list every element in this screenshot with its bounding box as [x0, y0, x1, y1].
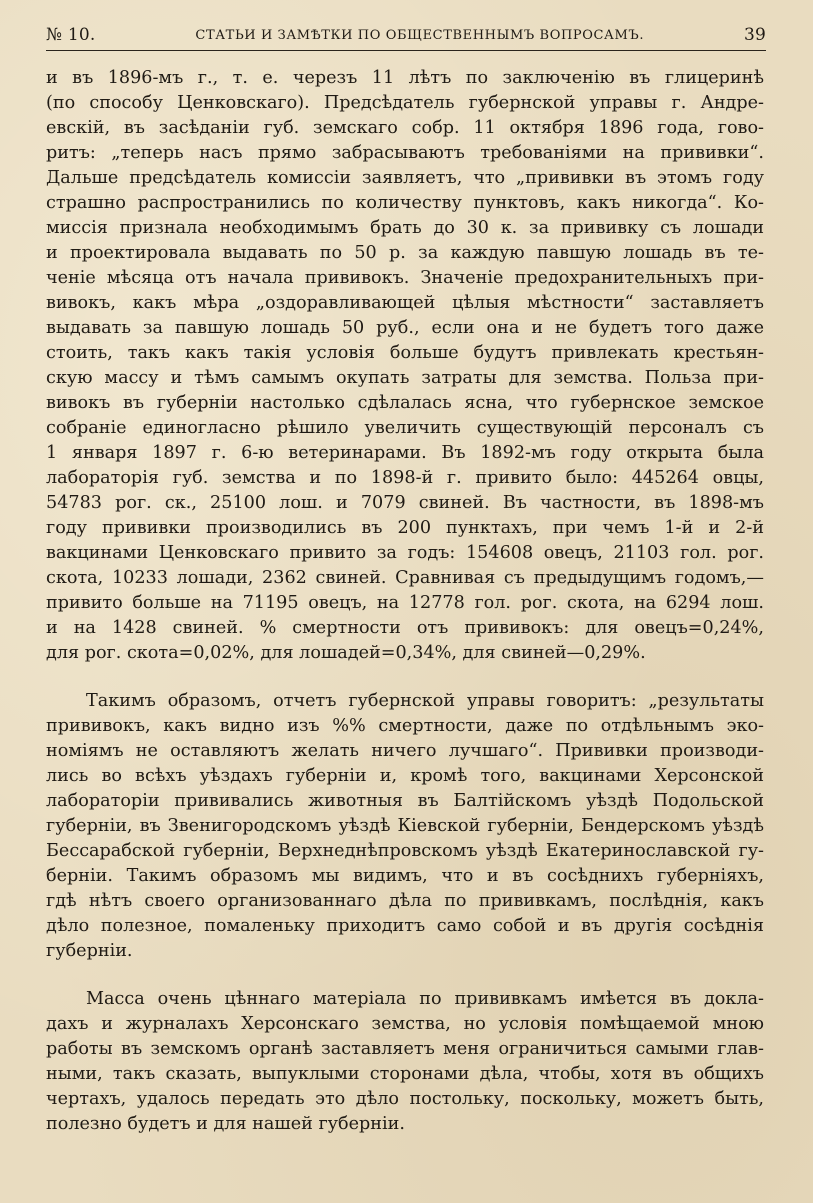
issue-number: № 10. — [46, 25, 96, 45]
text-line: гдѣ нѣтъ своего организованнаго дѣла по прививкамъ, послѣднія, какъ — [46, 891, 764, 911]
text-line: чертахъ, удалось передать это дѣло постольку, поскольку, можетъ быть, — [46, 1089, 764, 1109]
text-line: губерніи, въ Звенигородскомъ уѣздѣ Кіевской губерніи, Бендерскомъ уѣздѣ — [46, 816, 764, 836]
text-line: губерніи. — [46, 941, 133, 961]
text-line: выдавать за павшую лошадь 50 руб., если она и не будетъ того даже — [46, 318, 764, 338]
text-line: страшно распространились по количеству пунктовъ, какъ никогда“. Ко- — [46, 193, 764, 213]
text-line: скую массу и тѣмъ самымъ окупать затраты для земства. Польза при- — [46, 368, 764, 388]
text-line: ченіе мѣсяца отъ начала прививокъ. Значеніе предохранительныхъ при- — [46, 268, 764, 288]
text-line: Бессарабской губерніи, Верхнеднѣпровскомъ уѣздѣ Екатеринославской гу- — [46, 841, 764, 861]
text-line: вивокъ, какъ мѣра „оздоравливающей цѣлыя мѣстности“ заставляетъ — [46, 293, 764, 313]
section-title: СТАТЬИ И ЗАМѢТКИ ПО ОБЩЕСТВЕННЫМЪ ВОПРОСАМЪ. — [195, 27, 645, 43]
text-line: (по способу Ценковскаго). Предсѣдатель губернской управы г. Андре- — [46, 93, 764, 113]
text-line: и въ 1896-мъ г., т. е. черезъ 11 лѣтъ по заключенію въ глицеринѣ — [46, 68, 764, 88]
text-line: лись во всѣхъ уѣздахъ губерніи и, кромѣ того, вакцинами Херсонской — [46, 766, 764, 786]
text-line: вакцинами Ценковскаго привито за годъ: 154608 овецъ, 21103 гол. рог. — [46, 543, 764, 563]
text-line: номіямъ не оставляютъ желать ничего лучшаго“. Прививки производи- — [46, 741, 764, 761]
text-line: прививокъ, какъ видно изъ %% смертности, даже по отдѣльнымъ эко- — [46, 716, 764, 736]
body-text — [46, 66, 764, 1137]
text-line: дѣло полезное, помаленьку приходитъ само собой и въ другія сосѣднія — [46, 916, 764, 936]
text-line: лабораторіи прививались животныя въ Балтійскомъ уѣздѣ Подольской — [46, 791, 764, 811]
paragraph — [46, 66, 764, 666]
page-number: 39 — [743, 25, 766, 45]
text-line: евскій, въ засѣданіи губ. земскаго собр. 11 октября 1896 года, гово- — [46, 118, 764, 138]
text-line: берніи. Такимъ образомъ мы видимъ, что и въ сосѣднихъ губерніяхъ, — [46, 866, 764, 886]
header-rule — [46, 50, 766, 51]
paragraph — [46, 689, 764, 964]
text-line: для рог. скота=0,02%, для лошадей=0,34%, для свиней—0,29%. — [46, 643, 646, 663]
text-line: дахъ и журналахъ Херсонскаго земства, но условія помѣщаемой мною — [46, 1014, 764, 1034]
text-line: и проектировала выдавать по 50 р. за каждую павшую лошадь въ те- — [46, 243, 764, 263]
text-line: году прививки производились въ 200 пунктахъ, при чемъ 1-й и 2-й — [46, 518, 764, 538]
text-line: 1 января 1897 г. 6-ю ветеринарами. Въ 1892-мъ году открыта была — [46, 443, 764, 463]
text-line: стоить, такъ какъ такія условія больше будутъ привлекать крестьян- — [46, 343, 764, 363]
text-line: Масса очень цѣннаго матеріала по прививкамъ имѣется въ докла- — [86, 989, 764, 1009]
text-line: и на 1428 свиней. % смертности отъ прививокъ: для овецъ=0,24%, — [46, 618, 764, 638]
paragraph — [46, 987, 764, 1137]
paragraph-gap — [46, 666, 764, 689]
text-line: скота, 10233 лошади, 2362 свиней. Сравнивая съ предыдущимъ годомъ,— — [46, 568, 764, 588]
text-line: Дальше предсѣдатель комиссіи заявляетъ, что „прививки въ этомъ году — [46, 168, 764, 188]
text-line: работы въ земскомъ органѣ заставляетъ меня ограничиться самыми глав- — [46, 1039, 764, 1059]
text-line: привито больше на 71195 овецъ, на 12778 гол. рог. скота, на 6294 лош. — [46, 593, 764, 613]
text-line: лабораторія губ. земства и по 1898-й г. привито было: 445264 овцы, — [46, 468, 764, 488]
paragraph-gap — [46, 964, 764, 987]
text-line: ритъ: „теперь насъ прямо забрасываютъ требованіями на прививки“. — [46, 143, 764, 163]
text-line: вивокъ въ губерніи настолько сдѣлалась ясна, что губернское земское — [46, 393, 764, 413]
text-line: полезно будетъ и для нашей губерніи. — [46, 1114, 405, 1134]
text-line: 54783 рог. ск., 25100 лош. и 7079 свиней. Въ частности, въ 1898-мъ — [46, 493, 764, 513]
text-line: ными, такъ сказать, выпуклыми сторонами дѣла, чтобы, хотя въ общихъ — [46, 1064, 764, 1084]
text-line: миссія признала необходимымъ брать до 30 к. за прививку съ лошади — [46, 218, 764, 238]
text-line: собраніе единогласно рѣшило увеличить существующій персоналъ съ — [46, 418, 764, 438]
text-line: Такимъ образомъ, отчетъ губернской управы говоритъ: „результаты — [86, 691, 764, 711]
running-header — [46, 22, 766, 48]
